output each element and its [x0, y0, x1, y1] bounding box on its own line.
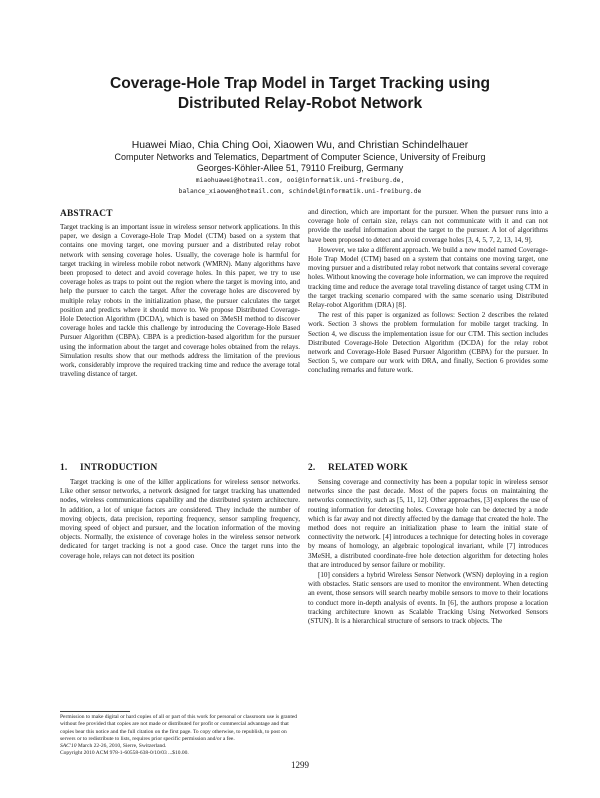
related-work-heading — [308, 462, 548, 474]
introduction-number: 1. — [60, 463, 68, 473]
conference-details: March 22-26, 2010, Sierre, Switzerland. — [76, 743, 167, 750]
permission-notice — [60, 714, 300, 758]
affiliation-line-1: Computer Networks and Telematics, Department of Computer Science, University of Freiburg — [114, 152, 486, 162]
paper-title-line-1: Coverage-Hole Trap Model in Target Tracking using — [109, 75, 491, 92]
abstract-heading: ABSTRACT — [60, 209, 113, 219]
paper-title-line-2: Distributed Relay-Robot Network — [177, 95, 423, 112]
abstract-text: Target tracking is an important issue in wireless sensor network applications. In this paper, we design a Coverage-Hole Trap Model (CTM) based on a system that contains one moving target, one moving pursuer and a distributed relay robot network with sensing coverage holes. Usually, the coverage hole is harmful for target tracking in wireless mobile robot network (WMRN). Many algorithms have been proposed to detect and avoid coverage holes. In this paper, we try to use coverage holes as traps to point out the region where the target is moving into, and help the pursuer to catch the target. After the coverage holes are discovered by multiple relay robots in the initialization phase, the pursuer calculates the target position and predicts where it should move to. We propose Distributed Coverage-Hole Detection Algorithm (DCDA), which is based on 3MeSH method to discover coverage holes and tackle this challenge by introducing the Coverage-Hole Based Pursuer Algorithm (CBPA). CBPA is a prediction-based algorithm for the pursuer using the information about the target and coverage holes obtained from the relays. Simulation results show that our methods address the limitation of the previous work, considerably improve the required tracking time and reduce the average total traveling distance of target. — [60, 223, 300, 379]
author-list: Huawei Miao, Chia Ching Ooi, Xiaowen Wu, and Christian Schindelhauer — [131, 140, 469, 151]
email-line-1: miaohuawei@hotmail.com, ooi@informatik.uni-freiburg.de, — [195, 177, 405, 184]
related-work-paragraph-1: Sensing coverage and connectivity has been a popular topic in wireless sensor networks since the past decade. Most of the papers focus on maintaining the networks connectivity, such as [5, 11, 12]. Other approaches, [3] explores the use of routing information for detecting holes. Coverage hole can be detected by a node which is far away and not directly affected by the damage that created the hole. The method does not require an initialization phase to learn the initial state of connectivity the network. [4] introduces a technique for detecting holes in coverage by means of homology, an algebraic topological invariant, while [7] introduces 3MeSH, a distributed coordinate-free hole detection algorithm for detecting holes that are introduced by sensor failure or mobility. — [308, 478, 548, 569]
introduction-paragraph-3: The rest of this paper is organized as follows: Section 2 describes the related work. Section 3 shows the problem formulation for mobile target tracking. In Section 4, we discuss the implementation issue for our CTM. This section includes Distributed Coverage-Hole Detection Algorithm (DCDA) for the relay robot network and Coverage-Hole Based Pursuer Algorithm (CBPA) for the pursuer. In Section 5, we compare our work with DRA, and finally, Section 6 provides some concluding remarks and future work. — [308, 311, 548, 375]
introduction-paragraph-1: Target tracking is one of the killer applications for wireless sensor networks. Like other sensor networks, a network designed for target tracking has unattended nodes, wireless communications capability and the distributed system architecture. In addition, a lot of unique factors are considered. They include the number of moving objects, data precision, reporting frequency, sensor sampling frequency, moving speed of object and pursuer, and the location information of the moving objects. Normally, the existence of coverage holes in the wireless sensor network dedicated for target tracking is not a good case. Once the target runs into the coverage hole, relays can not detect its position — [60, 478, 300, 560]
email-line-2: balance_xiaowen@hotmail.com, schindel@informatik.uni-freiburg.de — [178, 188, 422, 195]
related-work-number: 2. — [308, 463, 316, 473]
paper-title — [40, 74, 560, 114]
left-column — [60, 208, 300, 379]
right-column — [308, 208, 548, 376]
introduction-section — [60, 462, 300, 561]
permission-text: Permission to make digital or hard copies of all or part of this work for personal or classroom use is granted without fee provided that copies are not made or distributed for profit or commercial advantage and that copies bear this notice and the full citation on the first page. To copy otherwise, to republish, to post on servers or to redistribute to lists, requires prior specific permission and/or a fee. — [60, 714, 298, 742]
conference-name: SAC'10 — [60, 743, 77, 750]
related-work-paragraph-2: [10] considers a hybrid Wireless Sensor Network (WSN) deploying in a region with obstacles. Static sensors are used to monitor the environment. When detecting an event, those sensors will search nearby mobile sensors to move to their locations to conduct more in-depth analysis of events. In [6], the authors propose a location tracking architecture known as Scalable Tracking Using Networked Sensors (STUN). It is a hierarchical structure of sensors to track objects. The — [308, 571, 548, 626]
introduction-paragraph-2: However, we take a different approach. We build a new model named Coverage-Hole Trap Model (CTM) based on a system that contains one moving target, one moving pursuer and a distributed relay robot network that contains several coverage holes. Without knowing the coverage hole information, we can improve the required tracking time and reduce the average total traveling distance of target using CTM in the target tracking scenario compared with the same scenario using Distributed Relay-robot Algorithm (DRA) [8]. — [308, 245, 548, 310]
affiliation — [40, 152, 560, 174]
introduction-title: INTRODUCTION — [80, 463, 158, 473]
footnote-rule — [60, 711, 130, 712]
introduction-heading — [60, 462, 300, 474]
affiliation-line-2: Georges-Köhler-Allee 51, 79110 Freiburg, Germany — [196, 163, 404, 173]
author-emails — [40, 175, 560, 197]
page-number: 1299 — [291, 760, 309, 770]
related-work-title: RELATED WORK — [328, 463, 408, 473]
introduction-continued-paragraph: and direction, which are important for the pursuer. When the pursuer runs into a coverage hole of certain size, relays can not communicate with it and can not provide the useful information about the target to the pursuer. A lot of algorithms have been proposed to detect and avoid coverage holes [3, 4, 5, 7, 2, 13, 14, 9]. — [308, 208, 548, 244]
copyright-line: Copyright 2010 ACM 978-1-60558-638-0/10/03 ...$10.00. — [60, 750, 189, 757]
related-work-section — [308, 462, 548, 626]
